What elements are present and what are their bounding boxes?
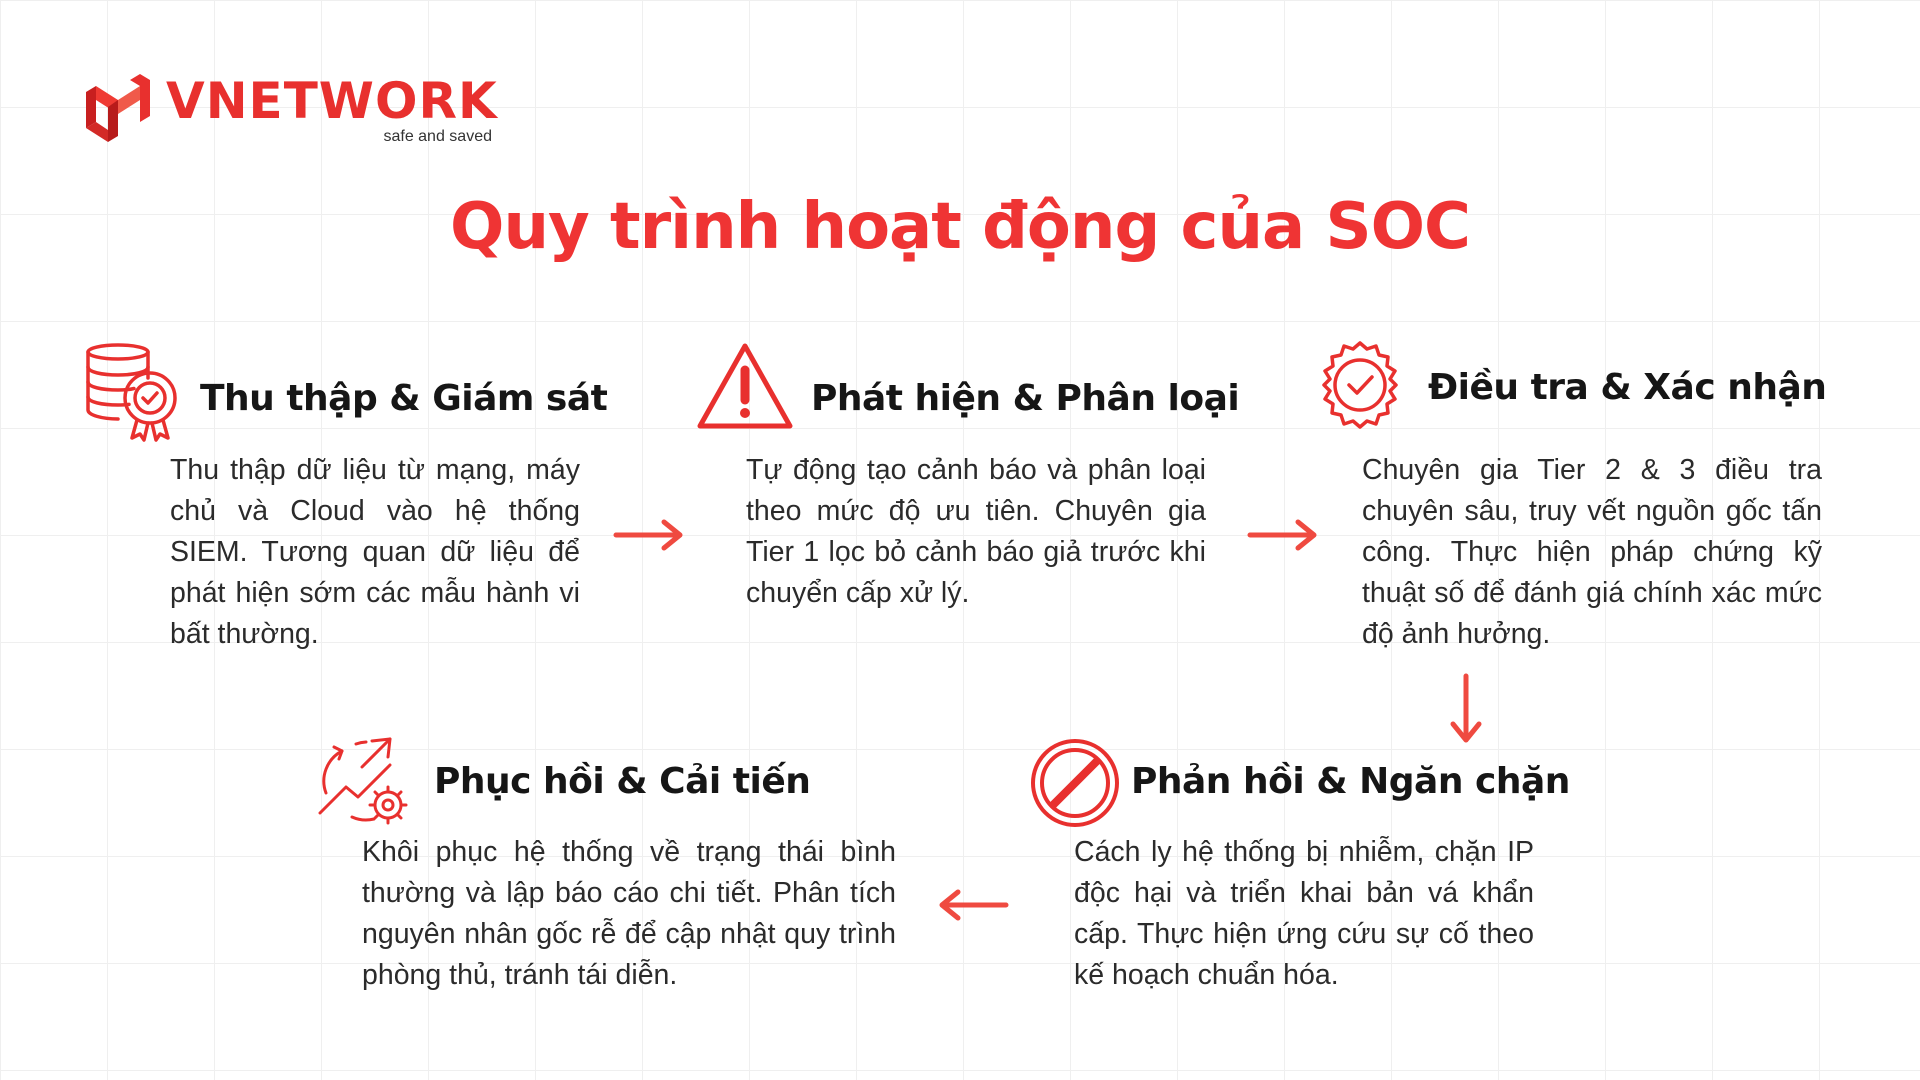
step-description: Thu thập dữ liệu từ mạng, máy chủ và Cloud vào hệ thống SIEM. Tương quan dữ liệu để phát hiện sớm các mẫu hành vi bất thường. bbox=[170, 454, 580, 650]
step-description: Chuyên gia Tier 2 & 3 điều tra chuyên sâu, truy vết nguồn gốc tấn công. Thực hiện pháp chứng kỹ thuật số để đánh giá chính xác mức độ ảnh hưởng. bbox=[1362, 454, 1822, 650]
arrow-right-icon bbox=[612, 517, 686, 553]
arrow-right-icon bbox=[1246, 517, 1320, 553]
step-description: Cách ly hệ thống bị nhiễm, chặn IP độc hại và triển khai bản vá khẩn cấp. Thực hiện ứng cứu sự cố theo kế hoạch chuẩn hóa. bbox=[1074, 836, 1534, 991]
arrow-down-icon bbox=[1448, 672, 1484, 746]
step-description: Tự động tạo cảnh báo và phân loại theo mức độ ưu tiên. Chuyên gia Tier 1 lọc bỏ cảnh báo giả trước khi chuyển cấp xử lý. bbox=[746, 454, 1206, 609]
vnetwork-logo-icon bbox=[82, 70, 152, 145]
step-title: Điều tra & Xác nhận bbox=[1428, 367, 1827, 408]
verified-gear-icon bbox=[1315, 340, 1405, 430]
brand-name: VNETWORK bbox=[166, 72, 498, 130]
step-title: Thu thập & Giám sát bbox=[200, 378, 608, 419]
page-title: Quy trình hoạt động của SOC bbox=[450, 190, 1470, 264]
brand-tagline: safe and saved bbox=[383, 128, 492, 145]
recovery-growth-icon bbox=[312, 735, 412, 825]
step-title: Phát hiện & Phân loại bbox=[811, 378, 1240, 419]
step-description: Khôi phục hệ thống về trạng thái bình thường và lập báo cáo chi tiết. Phân tích nguyên nhân gốc rễ để cập nhật quy trình phòng thủ, tránh tái diễn. bbox=[362, 836, 896, 991]
warning-triangle-icon bbox=[694, 340, 796, 432]
arrow-left-icon bbox=[936, 887, 1010, 923]
brand-logo bbox=[82, 70, 512, 150]
prohibited-icon bbox=[1030, 738, 1120, 828]
step-title: Phản hồi & Ngăn chặn bbox=[1131, 761, 1570, 802]
database-badge-icon bbox=[80, 342, 182, 442]
step-title: Phục hồi & Cải tiến bbox=[434, 761, 811, 802]
